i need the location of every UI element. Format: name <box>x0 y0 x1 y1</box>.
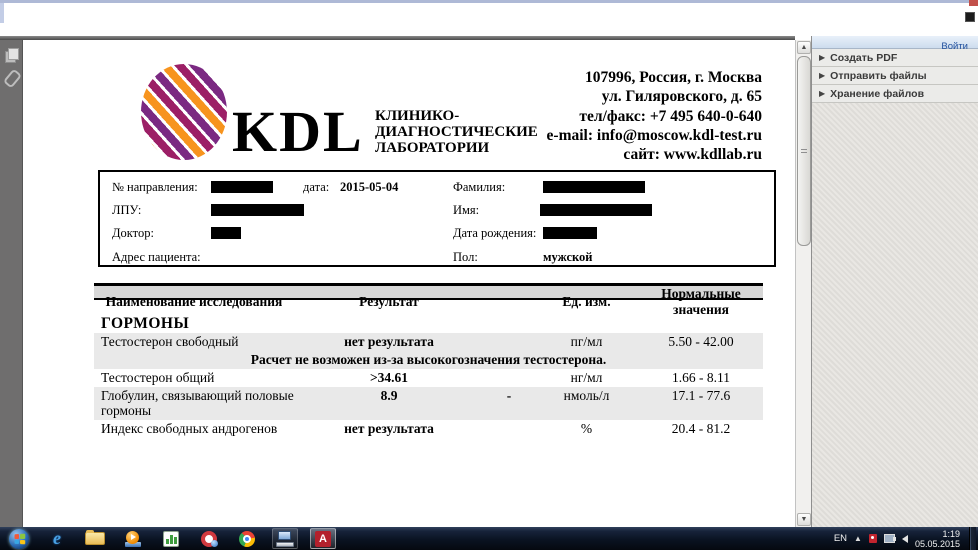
lab-contact-block <box>547 68 762 164</box>
printer-app-button[interactable] <box>272 528 298 549</box>
date-label: дата: <box>303 180 330 194</box>
doctor-label: Доктор: <box>112 226 154 240</box>
results-table <box>94 283 763 436</box>
lpu-label: ЛПУ: <box>112 203 142 217</box>
scroll-down-button[interactable]: ▼ <box>797 513 811 526</box>
surname-label: Фамилия: <box>453 180 506 194</box>
tagline-line: ЛАБОРАТОРИИ <box>375 140 490 156</box>
test-flag: - <box>506 387 512 403</box>
document-scrollbar[interactable] <box>795 40 811 527</box>
adobe-reader-button[interactable] <box>310 528 336 549</box>
contact-line: ул. Гиляровского, д. 65 <box>601 88 762 106</box>
section-title: ГОРМОНЫ <box>101 315 190 332</box>
test-norm: 20.4 - 81.2 <box>671 420 731 436</box>
firstname-label: Имя: <box>453 203 480 217</box>
chevron-right-icon: ▶ <box>819 71 826 80</box>
tools-panel <box>811 36 978 527</box>
tagline-line: ДИАГНОСТИЧЕСКИЕ <box>375 124 538 140</box>
referral-label: № направления: <box>112 180 198 194</box>
window-edge <box>0 3 4 23</box>
redacted-value <box>211 204 304 216</box>
chevron-right-icon: ▶ <box>819 53 826 62</box>
patient-info-box <box>98 170 776 267</box>
header-result: Результат <box>359 294 419 309</box>
table-row <box>94 387 763 420</box>
contact-line: сайт: www.kdllab.ru <box>623 146 762 164</box>
attachments-icon[interactable] <box>4 70 18 84</box>
media-player-button[interactable] <box>120 528 146 549</box>
contact-line: e-mail: info@moscow.kdl-test.ru <box>546 126 762 144</box>
chevron-right-icon: ▶ <box>819 89 826 98</box>
redacted-value <box>543 181 645 193</box>
redacted-value <box>540 204 652 216</box>
table-row <box>94 420 763 438</box>
start-button[interactable] <box>6 528 32 549</box>
test-norm: 17.1 - 77.6 <box>671 387 731 403</box>
page-thumbnails-icon[interactable] <box>4 48 18 62</box>
test-result: нет результата <box>344 420 434 436</box>
media-player-icon <box>124 531 142 547</box>
taskbar-icons <box>0 528 336 549</box>
brand-name: KDL <box>232 99 364 164</box>
taskbar <box>0 527 978 550</box>
document-page <box>22 40 795 527</box>
test-unit: % <box>580 420 593 436</box>
viewer-toolbar <box>0 0 978 36</box>
patient-address-label: Адрес пациента: <box>112 250 201 264</box>
tagline-line: КЛИНИКО- <box>375 108 460 124</box>
test-unit: пг/мл <box>570 334 603 349</box>
header-norm: Нормальные значения <box>661 286 741 317</box>
sign-in-link[interactable]: Войти <box>941 41 968 52</box>
contact-line: 107996, Россия, г. Москва <box>584 69 762 86</box>
tray-app-icon[interactable] <box>869 534 877 543</box>
chart-app-button[interactable] <box>158 528 184 549</box>
test-result: нет результата <box>344 334 434 349</box>
printer-icon <box>276 531 294 547</box>
results-rows <box>94 333 763 437</box>
test-result: 8.9 <box>380 387 398 403</box>
redacted-value <box>211 181 273 193</box>
windows-logo-icon <box>9 529 29 549</box>
header-name: Наименование исследования <box>105 294 283 309</box>
panel-item-send-files[interactable]: ▶ Отправить файлы <box>812 67 978 85</box>
test-name: Тестостерон общий <box>101 370 215 385</box>
chrome-button[interactable] <box>234 528 260 549</box>
test-result: >34.61 <box>369 370 409 385</box>
close-button[interactable] <box>969 0 978 6</box>
folder-icon <box>85 532 105 545</box>
file-explorer-button[interactable] <box>82 528 108 549</box>
sex-value: мужской <box>543 250 593 264</box>
adobe-reader-icon: A <box>315 531 331 547</box>
speaker-icon[interactable] <box>902 535 908 543</box>
opera-button[interactable] <box>196 528 222 549</box>
chrome-icon <box>239 531 255 547</box>
test-unit: нг/мл <box>570 370 603 385</box>
table-row <box>94 333 763 351</box>
sex-label: Пол: <box>453 250 478 264</box>
test-norm: 1.66 - 8.11 <box>672 370 730 385</box>
internet-explorer-icon: e <box>53 528 61 548</box>
scrollbar-thumb[interactable] <box>797 56 811 246</box>
test-name: Глобулин, связывающий половые гормоны <box>101 387 294 418</box>
test-name: Тестостерон свободный <box>101 334 239 349</box>
navigation-pane <box>0 40 22 527</box>
show-desktop-button[interactable] <box>969 527 976 550</box>
panel-item-create-pdf[interactable]: ▶ Создать PDF <box>812 49 978 67</box>
table-row <box>94 369 763 387</box>
test-norm: 5.50 - 42.00 <box>668 334 734 349</box>
hidden-icons-arrow-icon[interactable]: ▲ <box>854 534 862 543</box>
header-unit: Ед. изм. <box>562 294 611 309</box>
kdl-logo-sphere-icon <box>141 64 227 160</box>
clock-time: 1:19 <box>942 528 960 539</box>
date-value: 2015-05-04 <box>340 180 399 194</box>
panel-header <box>812 36 978 52</box>
redacted-value <box>211 227 241 239</box>
test-unit: нмоль/л <box>563 387 610 403</box>
scroll-up-button[interactable]: ▲ <box>797 41 811 54</box>
test-name: Индекс свободных андрогенов <box>101 420 278 436</box>
contact-line: тел/факс: +7 495 640-0-640 <box>579 107 762 125</box>
opera-icon <box>201 531 217 547</box>
clock[interactable] <box>915 529 962 549</box>
redacted-value <box>543 227 597 239</box>
chart-app-icon <box>163 531 179 547</box>
system-tray <box>834 527 978 550</box>
clock-date: 05.05.2015 <box>914 538 960 549</box>
language-indicator[interactable]: EN <box>833 533 848 544</box>
panel-item-store-files[interactable]: ▶ Хранение файлов <box>812 85 978 103</box>
birthdate-label: Дата рождения: <box>453 226 537 240</box>
brand-tagline <box>375 108 538 156</box>
results-table-header <box>94 283 763 317</box>
window-icon <box>965 12 975 22</box>
result-note: Расчет не возможен из-за высокогозначения тестостерона. <box>94 351 763 370</box>
internet-explorer-button[interactable] <box>44 528 70 549</box>
